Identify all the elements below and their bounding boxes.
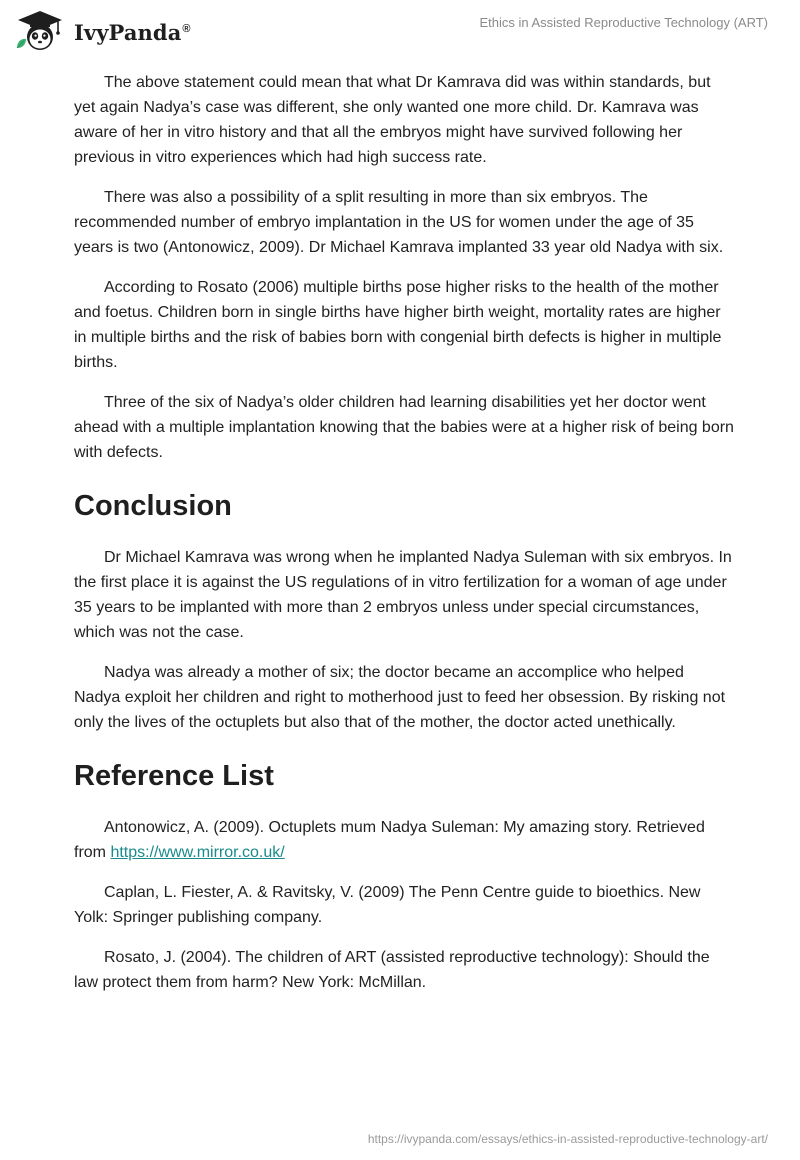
paragraph: There was also a possibility of a split resulting in more than six embryos. The recommended number of embryo implantation in the US for women under the age of 35 years is two (Antonowicz, 2009). Dr Michael Kamrava implanted 33 year old Nadya with six. [74, 189, 724, 256]
paragraph: Nadya was already a mother of six; the doctor became an accomplice who helped Nadya exploit her children and right to motherhood just to feed her obsession. By risking not only the lives of the octuplets but also that of the mother, the doctor acted unethically. [74, 664, 726, 731]
reference-text: Antonowicz, A. (2009). Octuplets mum Nadya Suleman: My amazing story. Retrieved from [74, 819, 705, 861]
reference-link[interactable]: https://www.mirror.co.uk/ [110, 844, 285, 861]
reference-item: Caplan, L. Fiester, A. & Ravitsky, V. (2009) The Penn Centre guide to bioethics. New Yolk: Springer publishing company. [74, 884, 701, 926]
essay-body [74, 70, 734, 1010]
conclusion-heading: Conclusion [74, 490, 232, 522]
page-header [0, 0, 800, 60]
reference-list-heading: Reference List [74, 760, 274, 792]
footer-url[interactable]: https://ivypanda.com/essays/ethics-in-assisted-reproductive-technology-art/ [367, 1132, 768, 1146]
ivypanda-logo[interactable] [14, 8, 191, 54]
document-title: Ethics in Assisted Reproductive Technology (ART) [479, 15, 768, 30]
paragraph: According to Rosato (2006) multiple births pose higher risks to the health of the mother and foetus. Children born in single births have higher birth weight, mortality rates are higher in multiple births and the risk of babies born with congenial birth defects is higher in multiple births. [74, 279, 722, 371]
paragraph: The above statement could mean that what Dr Kamrava did was within standards, but yet again Nadya’s case was different, she only wanted one more child. Dr. Kamrava was aware of her in vitro history and that all the embryos might have survived following her previous in vitro experiences which had high success rate. [74, 74, 711, 166]
paragraph: Three of the six of Nadya’s older children had learning disabilities yet her doctor went ahead with a multiple implantation knowing that the babies were at a higher risk of being born with defects. [74, 394, 734, 461]
brand-name: IvyPanda® [74, 19, 191, 45]
paragraph: Dr Michael Kamrava was wrong when he implanted Nadya Suleman with six embryos. In the first place it is against the US regulations of in vitro fertilization for a woman of age under 35 years to be implanted with more than 2 embryos unless under special circumstances, which was not the case. [74, 549, 732, 641]
reference-item: Rosato, J. (2004). The children of ART (assisted reproductive technology): Should the law protect them from harm? New York: McMillan. [74, 949, 710, 991]
panda-graduate-icon [14, 8, 66, 54]
registered-mark: ® [182, 22, 191, 35]
reference-item [74, 815, 734, 865]
